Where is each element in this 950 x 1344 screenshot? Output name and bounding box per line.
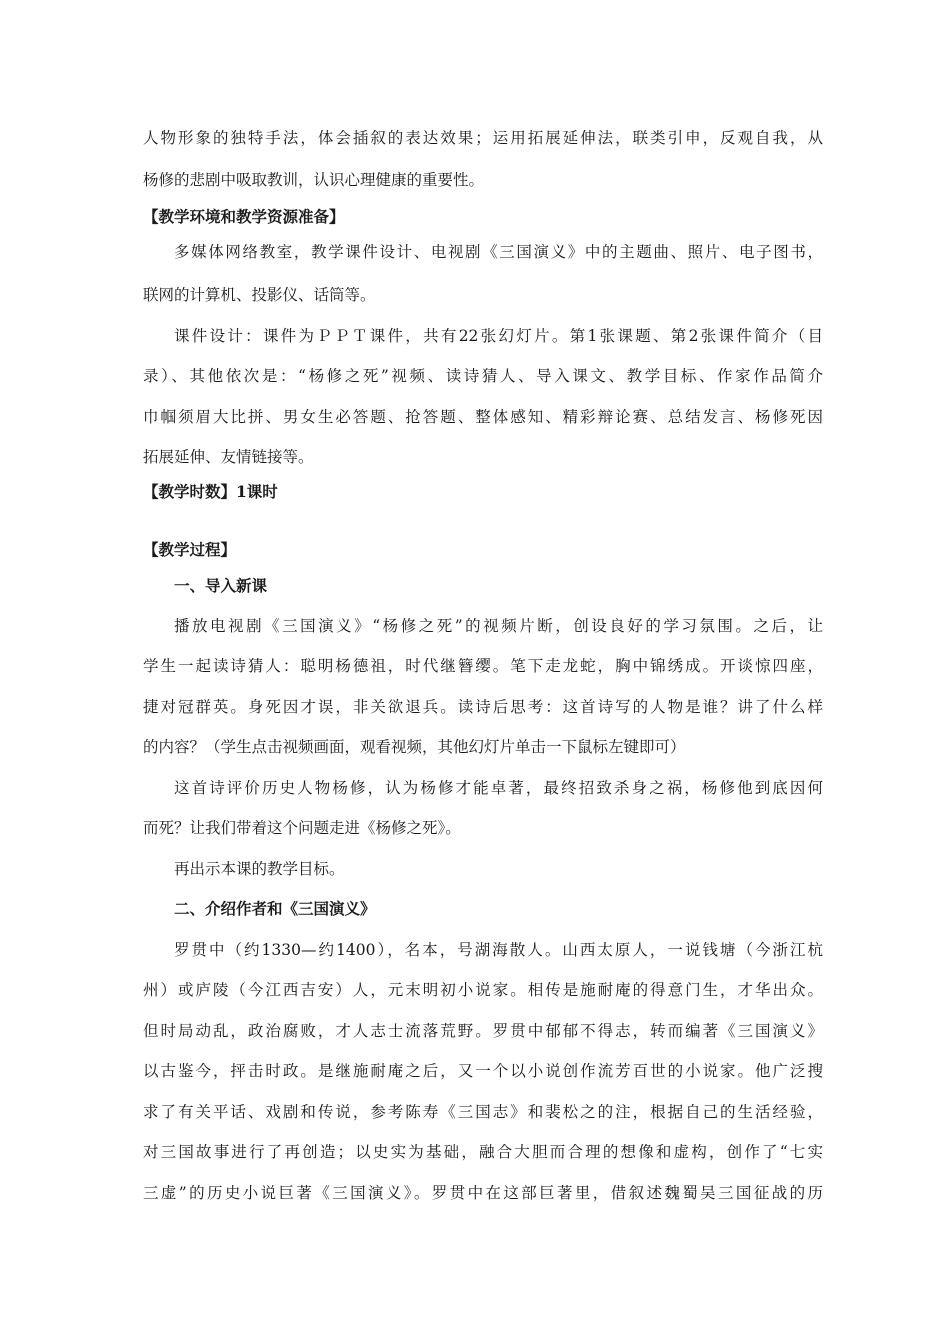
- paragraph-line: 以古鉴今，抨击时政。是继施耐庵之后，又一个以小说创作流芳百世的小说家。他广泛搜: [143, 1062, 823, 1080]
- paragraph-line: 拓展延伸、友情链接等。: [143, 448, 314, 466]
- paragraph-line: 的内容？（学生点击视频画面，观看视频，其他幻灯片单击一下鼠标左键即可）: [143, 738, 686, 756]
- subsection-heading: 一、导入新课: [174, 576, 268, 595]
- paragraph-line: 但时局动乱，政治腐败，才人志士流落荒野。罗贯中郁郁不得志，转而编著《三国演义》: [143, 1022, 823, 1040]
- paragraph-line: 学生一起读诗猜人：聪明杨德祖，时代继簪缨。笔下走龙蛇，胸中锦绣成。开谈惊四座，: [143, 657, 823, 675]
- paragraph-line: 人物形象的独特手法，体会插叙的表达效果；运用拓展延伸法，联类引申，反观自我，从: [143, 129, 823, 147]
- paragraph-line: 而死？让我们带着这个问题走进《杨修之死》。: [143, 819, 461, 837]
- paragraph-line: 课件设计：课件为ＰＰＴ课件，共有22张幻灯片。第1张课题、第2张课件简介（目: [174, 327, 823, 345]
- section-heading: 【教学时数】1课时: [143, 482, 278, 501]
- paragraph-line: 多媒体网络教室，教学课件设计、电视剧《三国演义》中的主题曲、照片、电子图书，: [174, 243, 823, 261]
- paragraph-line: 这首诗评价历史人物杨修，认为杨修才能卓著，最终招致杀身之祸，杨修他到底因何: [174, 779, 823, 797]
- paragraph-line: 再出示本课的教学目标。: [174, 860, 345, 878]
- paragraph-line: 捷对冠群英。身死因才误，非关欲退兵。读诗后思考：这首诗写的人物是谁？讲了什么样: [143, 698, 823, 716]
- paragraph-line: 联网的计算机、投影仪、话筒等。: [143, 286, 376, 304]
- paragraph-line: 罗贯中（约1330—约1400），名本，号湖海散人。山西太原人，一说钱塘（今浙江杭: [174, 941, 823, 959]
- section-heading: 【教学过程】: [143, 540, 237, 559]
- paragraph-line: 播放电视剧《三国演义》“杨修之死”的视频片断，创设良好的学习氛围。之后，让: [174, 617, 823, 635]
- paragraph-line: 巾帼须眉大比拼、男女生必答题、抢答题、整体感知、精彩辩论赛、总结发言、杨修死因: [143, 408, 823, 426]
- paragraph-line: 杨修的悲剧中吸取教训，认识心理健康的重要性。: [143, 171, 485, 189]
- paragraph-line: 求了有关平话、戏剧和传说，参考陈寿《三国志》和裴松之的注，根据自己的生活经验，: [143, 1103, 823, 1121]
- paragraph-line: 三虚”的历史小说巨著《三国演义》。罗贯中在这部巨著里，借叙述魏蜀吴三国征战的历: [143, 1184, 823, 1202]
- section-heading: 【教学环境和教学资源准备】: [143, 207, 345, 226]
- paragraph-line: 录）、其他依次是：“杨修之死”视频、读诗猜人、导入课文、教学目标、作家作品简介: [143, 367, 823, 385]
- paragraph-line: 对三国故事进行了再创造；以史实为基础，融合大胆而合理的想像和虚构，创作了“七实: [143, 1143, 823, 1161]
- subsection-heading: 二、介绍作者和《三国演义》: [174, 899, 376, 918]
- paragraph-line: 州）或庐陵（今江西吉安）人，元末明初小说家。相传是施耐庵的得意门生，才华出众。: [143, 981, 823, 999]
